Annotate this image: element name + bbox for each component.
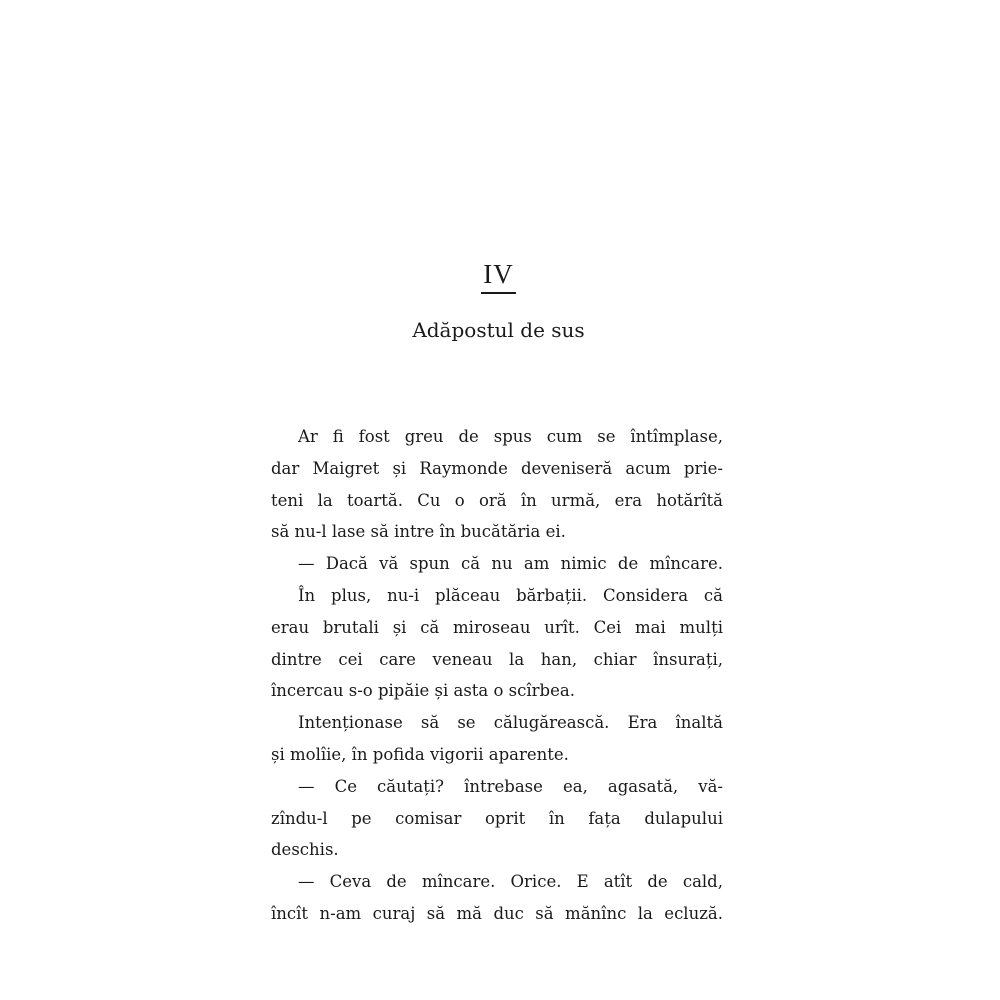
text-line: să nu-l lase să intre în bucătăria ei. [271, 522, 566, 542]
text-line: Intenționase să se călugărească. Era înaltă [298, 713, 723, 733]
text-line: Ar fi fost greu de spus cum se întîmplase, [298, 427, 723, 446]
text-line: — Ceva de mîncare. Orice. E atît de cald, [298, 872, 723, 892]
chapter-number [0, 257, 997, 294]
text-line: dar Maigret și Raymonde deveniseră acum prie- [271, 458, 723, 478]
text-line: — Dacă vă spun că nu am nimic de mîncare. [298, 554, 723, 574]
text-line: În plus, nu-i plăceau bărbații. Considera că [298, 585, 723, 605]
text-line: erau brutali și că miroseau urît. Cei mai mulți [271, 617, 723, 637]
text-line: deschis. [271, 840, 339, 860]
text-line: încît n-am curaj să mă duc să mănînc la ecluză. [271, 903, 723, 923]
text-line: zîndu-l pe comisar oprit în fața dulapului [271, 808, 723, 828]
text-line: dintre cei care veneau la han, chiar însurați, [271, 649, 723, 669]
text-line: teni la toartă. Cu o oră în urmă, era hotărîtă [271, 490, 723, 510]
chapter-title: Adăpostul de sus [412, 318, 585, 342]
text-line: încercau s-o pipăie și asta o scîrbea. [271, 681, 575, 701]
chapter-number-text: IV [481, 257, 516, 294]
text-line: și molîie, în pofida vigorii aparente. [271, 744, 569, 764]
text-line: — Ce căutați? întrebase ea, agasată, vă- [298, 776, 723, 796]
body-text [271, 421, 723, 930]
